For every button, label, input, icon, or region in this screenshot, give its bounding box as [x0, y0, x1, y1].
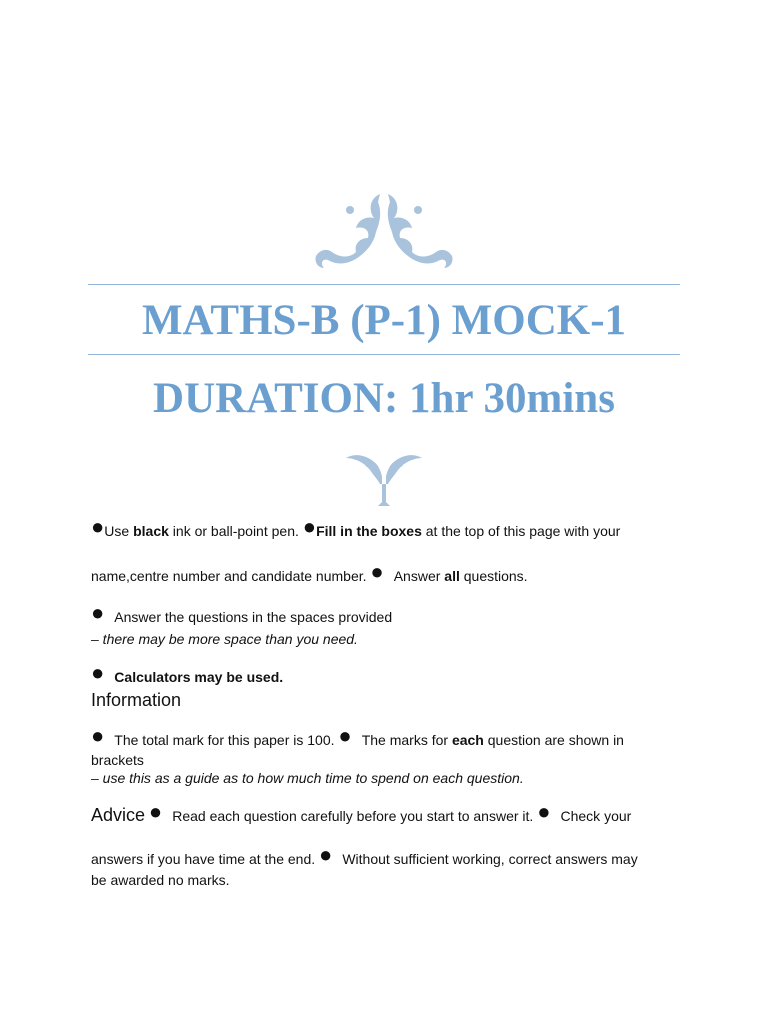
top-divider: [88, 284, 680, 285]
information-line-1: ● The total mark for this paper is 100. ● The marks for each question are shown in: [91, 723, 624, 748]
bullet-icon: ●: [370, 559, 384, 584]
bullet-icon: ●: [319, 842, 333, 867]
information-note: – use this as a guide as to how much time to spend on each question.: [91, 770, 524, 786]
information-line-2: brackets: [91, 752, 144, 768]
page-title: MATHS-B (P-1) MOCK-1: [141, 297, 627, 344]
bullet-icon: ●: [537, 799, 551, 824]
instruction-line-2: name,centre number and candidate number. ● Answer all questions.: [91, 559, 528, 584]
advice-heading: Advice: [91, 805, 146, 825]
bullet-icon: ●: [91, 514, 105, 539]
fleur-ornament-icon: [342, 450, 426, 506]
bullet-icon: ●: [91, 723, 105, 748]
bottom-divider: [88, 354, 680, 355]
bullet-icon: ●: [338, 723, 352, 748]
bullet-icon: ●: [91, 660, 105, 685]
advice-line-2: answers if you have time at the end. ● Without sufficient working, correct answers may: [91, 842, 638, 867]
duration-title: DURATION: 1hr 30mins: [153, 375, 615, 422]
advice-line-3: be awarded no marks.: [91, 872, 230, 888]
bullet-icon: ●: [148, 799, 163, 824]
instruction-line-1: ●Use black ink or ball-point pen. ●Fill in the boxes at the top of this page with your: [91, 514, 621, 539]
floral-ornament-icon: [310, 188, 458, 272]
instruction-line-4: ● Calculators may be used.: [91, 660, 284, 685]
bullet-icon: ●: [91, 600, 105, 625]
advice-line-1: Advice ● Read each question carefully before you start to answer it. ● Check your: [91, 799, 632, 825]
bullet-icon: ●: [302, 514, 317, 539]
instruction-note: – there may be more space than you need.: [91, 631, 358, 647]
information-heading: Information: [91, 690, 182, 710]
instruction-line-3: ● Answer the questions in the spaces provided: [91, 600, 393, 625]
